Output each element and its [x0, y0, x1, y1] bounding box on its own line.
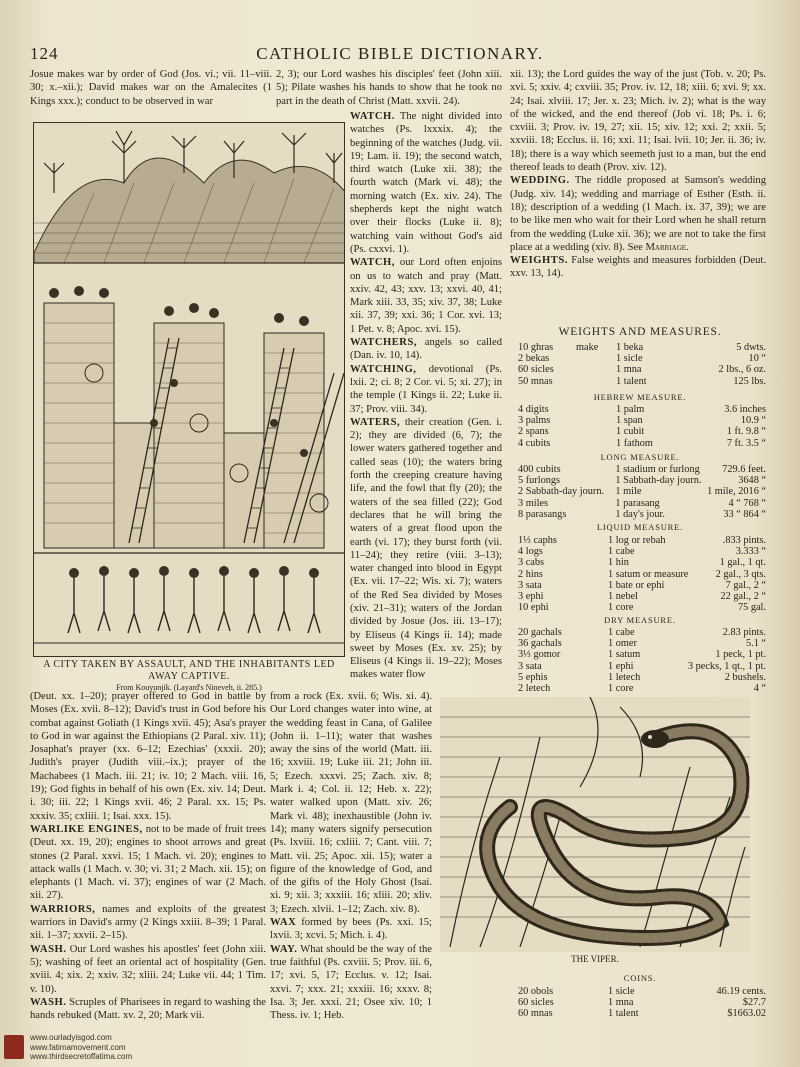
table-row — [518, 661, 766, 672]
table-cell: 2 bekas — [518, 353, 550, 365]
liquid-measure-table — [518, 535, 766, 613]
table-cell: 1 core — [608, 683, 634, 695]
table-cell: 7 gal., 2 “ — [725, 579, 766, 591]
table-cell: 3.6 inches — [724, 404, 766, 415]
table-cell: 1 sicle — [608, 986, 635, 997]
table-cell: 1 bate or ephi — [608, 579, 665, 591]
footer-link[interactable]: www.thirdsecretoffatima.com — [30, 1052, 133, 1061]
entry-war-cont: (Deut. xx. 1–20); prayer offered to God in battle by Moses (Ex. xvii. 8–12); David's trust in God before his combat against Goliath (1 Kings xvii. 45); Asa's prayer to God in war against the Ethiopians (2 Paral. xiv. 11); Josaphat's prayer (xx. 6–12; Ezechias' (xxxii. 20); Judith's prayer (Judith viii.–ix.); prayer of the Machabees (1 Mach. iii. 21; iv. 10; 2 Mach. viii. 16, 19); God fights in behalf of his own (Ex. xiv. 14; Deut. i. 30; iii. 22; 1 Kings xvii. 46; 2 Paral. xx. 15; Ps. xxxiv. 35; cxliii. 1; Isai. xxx. 15). — [30, 691, 266, 822]
table-row — [518, 997, 766, 1008]
entry-way-cont: xii. 13); the Lord guides the way of the just (Tob. v. 20; Ps. xvi. 5; xxiv. 4; cxviii. 35; Prov. iv. 12, 18; xiii. 6; xvi. 9; xx. 24; Isai. xlviii. 17; Jer. x. 23; Mich. iv. 2); what is the way of the wicked, and the end thereof (Job vi. 18; Ps. i. 6; cxviii. 3; Prov. iv. 19, 27; xii. 15; xiv. 12; xxi. 2; xxii. 5; xxviii. 18; Ecclus. ii. 16; xxi. 11; Isai. lvii. 10; Jer. ii. 36; iv. 18); there is a way which seemeth just to a man, but the end thereof leads to death (Prov. xiv. 12). — [510, 69, 766, 174]
table-row — [518, 580, 766, 591]
table-row — [518, 486, 766, 497]
table-cell: 4 “ 768 “ — [728, 497, 766, 509]
table-cell: 1 palm — [616, 404, 645, 415]
table-cell: 1 satum — [608, 649, 641, 661]
entry-watch-pray: WATCH, our Lord often enjoins on us to watch and pray (Matt. xxiv. 42, 43; xxv. 13; xxvi. 40, 41; Mark xiii. 33, 35; xiv. 37, 38; Luke xii. 37, 39; xxi. 36; 1 Cor. xvi. 13; 1 Pet. v. 8; Apoc. xvi. 15). — [350, 257, 502, 335]
table-cell: 33 “ 864 “ — [723, 508, 766, 520]
entry-wash: WASH. Our Lord washes his apostles' feet (John xiii. 5); washing of feet an oriental act of hospitality (Gen. xviii. 4; xix. 2; xxiv. 32; xliii. 24; Luke vii. 44; 1 Tim. v. 10). — [30, 943, 266, 995]
entry-waters: WATERS, their creation (Gen. i. 2); they are divided (6, 7); the lower waters gathered together and called seas (10); the waters bring forth the creeping creature having life, and the fowl that fly (20); the waters of the sea filled (22); God declares that he will bring the waters of a great flood upon the earth (vi. 17); they burst forth (vii. 11–24); they retire (viii. 3–13); water changed into blood in Egypt (Ex. vii. 17–22; Wis. xi. 7); waters of the Red Sea divided by Moses (xiv. 21–31); waters of the Jordan divided by Josue (Jos. iii. 13–17); by Eliseus (4 Kings ii. 14); made sweet by Moses (Ex. xv. 25); by Eliseus (4 Kings ii. 19–22); Moses makes water flow — [350, 416, 502, 681]
table-row — [518, 353, 766, 364]
table-cell: 8 parasangs — [518, 508, 567, 520]
table-row — [518, 415, 766, 426]
table-cell: 2 lbs., 6 oz. — [718, 364, 766, 376]
city-assault-engraving — [33, 122, 345, 657]
table-cell: 1 stadium or furlong — [615, 464, 700, 475]
table-cell: 1 letech — [608, 671, 641, 683]
entry-way: WAY. What should be the way of the true faithful (Ps. cxviii. 5; Prov. iii. 6, 17; xvi. 5, 17; Ecclus. v. 12; Isai. xxvi. 7; xxx. 21; xxxiii. 16; xxxv. 8; Isa. 3; Jer. xxxi. 21; Osee xiv. 10; 1 Thess. iv. 1; Heb. — [270, 943, 432, 1022]
table-cell: .833 pints. — [722, 535, 766, 546]
long-measure-title: LONG MEASURE. — [600, 452, 680, 462]
table-cell: 10 ephi — [518, 602, 549, 614]
table-cell: 3 ephi — [518, 591, 544, 603]
entry-weights: WEIGHTS. False weights and measures forbidden (Deut. xxv. 13, 14). — [510, 255, 766, 280]
table-cell: 10.9 “ — [740, 415, 766, 427]
table-cell: 1 day's jour. — [615, 508, 665, 520]
entry-text: Josue makes war by order of God (Jos. vi.; vii. 11–viii. 30; x.–xii.); David makes war on the Amalecites (1 Kings xxx.); conduct to be observed in war — [30, 69, 272, 107]
table-cell: 10 “ — [748, 353, 766, 365]
table-row — [518, 376, 766, 387]
table-cell: 1 log or rebah — [608, 535, 666, 546]
table-row — [518, 986, 766, 997]
table-cell — [576, 364, 616, 375]
table-cell: 1 peck, 1 pt. — [715, 649, 766, 661]
table-row — [518, 509, 766, 520]
table-cell: $1663.02 — [727, 1008, 766, 1020]
table-cell: 3 miles — [518, 497, 549, 509]
table-cell: 4 cubits — [518, 437, 551, 449]
table-row — [518, 683, 766, 694]
dry-measure-table — [518, 627, 766, 694]
left-column-top — [30, 68, 272, 108]
table-cell: 3 cabs — [518, 557, 545, 569]
table-row — [518, 342, 766, 353]
table-cell: 5 ephis — [518, 671, 548, 683]
table-cell: 4 “ — [753, 683, 766, 695]
viper-illustration — [440, 697, 750, 952]
dry-measure-title: DRY MEASURE. — [604, 615, 676, 625]
table-cell: 1 fathom — [616, 437, 653, 449]
table-cell: 1 talent — [608, 1008, 639, 1020]
table-cell: 125 lbs. — [733, 375, 766, 387]
table-cell: 3 sata — [518, 660, 542, 672]
entry-wash-2: WASH. Scruples of Pharisees in regard to washing the hands rebuked (Matt. xv. 2, 20; Mark vii. — [30, 996, 266, 1022]
liquid-measure-title: LIQUID MEASURE. — [596, 522, 684, 532]
table-cell: 36 gachals — [518, 638, 562, 650]
footer-link[interactable]: www.ourladyisgod.com — [30, 1033, 112, 1042]
table-cell: 2 gal., 3 qts. — [715, 568, 766, 580]
table-cell: 1 talent — [616, 375, 647, 387]
table-cell: 20 gachals — [518, 627, 562, 638]
table-row — [518, 546, 766, 557]
table-cell — [576, 376, 616, 387]
table-cell: 1 cabe — [608, 627, 635, 638]
table-cell — [576, 353, 616, 364]
table-cell: 3.333 “ — [735, 546, 766, 558]
table-cell: 3⅓ gomor — [518, 649, 561, 661]
table-cell: $27.7 — [742, 997, 766, 1009]
table-row — [518, 1008, 766, 1019]
caption-title: A CITY TAKEN BY ASSAULT, AND THE INHABITANTS LED AWAY CAPTIVE. — [43, 659, 335, 682]
page-header — [30, 44, 770, 66]
table-cell: 1 parasang — [615, 497, 660, 509]
table-cell: 1 core — [608, 602, 634, 614]
running-title: CATHOLIC BIBLE DICTIONARY. — [256, 44, 544, 63]
table-cell: 60 mnas — [518, 1008, 553, 1020]
table-cell: 729.6 feet. — [722, 464, 766, 475]
table-row — [518, 569, 766, 580]
viper-caption: THE VIPER. — [571, 954, 619, 964]
table-cell: 1 hin — [608, 557, 629, 569]
table-cell: 1 Sabbath-day journ. — [615, 475, 702, 487]
table-cell: 2 spans — [518, 426, 549, 438]
table-row — [518, 591, 766, 602]
table-cell: 1 cabe — [608, 546, 635, 558]
table-cell: 50 mnas — [518, 375, 553, 387]
viper-engraving — [440, 697, 750, 952]
table-row — [518, 438, 766, 449]
table-row — [518, 627, 766, 638]
table-cell: 5 furlongs — [518, 475, 561, 487]
hebrew-measure-table — [518, 404, 766, 449]
table-cell: 1 ephi — [608, 660, 634, 672]
table-row — [518, 638, 766, 649]
table-cell: 1 mile — [615, 486, 642, 498]
entry-wedding: WEDDING. The riddle proposed at Samson's wedding (Judg. xiv. 14); wedding and marriage of Esther (Esth. ii. 18); description of a wedding (1 Mach. ix. 37, 39); we are to be like men who wait for their Lord when he shall return from the wedding (Luke xii. 36); we are not to take the first place at a wedding (xiv. 8). See Marriage. — [510, 175, 766, 253]
table-cell: 4 logs — [518, 546, 543, 558]
entry-wax: WAX formed by bees (Ps. xxi. 15; lxvii. 3; xcvi. 5; Mich. i. 4). — [270, 917, 432, 942]
figure-caption — [33, 659, 345, 694]
table-cell: 1 satum or measure — [608, 568, 689, 580]
page-number: 124 — [30, 44, 59, 63]
coins-title: COINS. — [623, 973, 657, 983]
table-cell: 5 dwts. — [736, 342, 766, 353]
entry-text: 2, 3); our Lord washes his disciples' feet (John xiii. 5); Pilate washes his hands to show that he took no part in the death of Christ (Matt. xxvii. 24). — [276, 69, 502, 107]
table-cell: 3 pecks, 1 qt., 1 pt. — [687, 660, 766, 672]
right-column-top — [510, 68, 766, 281]
entry-warriors: WARRIORS, names and exploits of the greatest warriors in David's army (2 Kings xxiii. 8–39; 1 Paral. xii. 1–37; xxvii. 2–15). — [30, 903, 266, 942]
table-row — [518, 602, 766, 613]
table-cell: 1 omer — [608, 638, 637, 650]
table-row — [518, 464, 766, 475]
table-row — [518, 672, 766, 683]
table-cell: 60 sicles — [518, 997, 554, 1009]
table-cell: 1 beka — [616, 342, 644, 353]
weights-table — [518, 342, 766, 387]
table-cell: make — [576, 342, 599, 353]
long-measure-table — [518, 464, 766, 520]
left-column-bottom — [30, 690, 266, 1022]
table-row — [518, 475, 766, 486]
table-cell: 1 mna — [608, 997, 634, 1009]
table-cell: 2.83 pints. — [722, 627, 766, 638]
table-cell: 10 ghras — [518, 342, 554, 353]
coins-table — [518, 986, 766, 1020]
seal-icon — [4, 1035, 24, 1059]
table-cell: 5.1 “ — [745, 638, 766, 650]
table-cell: 7 ft. 3.5 “ — [726, 437, 766, 449]
engraving-illustration — [34, 123, 345, 657]
table-cell: 1 ft. 9.8 “ — [726, 426, 766, 438]
table-cell: 1 mna — [616, 364, 642, 376]
table-cell: 2 bushels. — [724, 671, 766, 683]
table-cell: 60 sicles — [518, 364, 554, 376]
table-cell: 1 gal., 1 qt. — [719, 557, 766, 569]
table-cell: 1 span — [616, 415, 643, 427]
table-cell: 1 sicle — [616, 353, 643, 365]
entry-waters-cont: from a rock (Ex. xvii. 6; Wis. xi. 4). Our Lord changes water into wine, at the wedding feast in Cana, of Galilee (John ii. 1–11); water that washes away the sins of the world (Matt. iii. 16; xxviii. 19; Luke iii. 21; John iii. 5; Ezech. xxxvi. 25; Zach. xiv. 8; Mark i. 4; Col. ii. 12; Heb. x. 22); water walked upon (Matt. xiv. 26; Mark vi. 48); inexhaustible (John iv. 14); many waters signify persecution (Ps. lxviii. 16; cxliii. 7; Cant. viii. 7; Matt. vii. 25; Apoc. xii. 15); water a figure of the knowledge of God, and of the gifts of the Holy Ghost (Isai. xi. 9; xii. 3; xxxiii. 16; xliii. 20; xliv. 3; Ezech. xlvii. 1–12; Zach. xiv. 8). — [270, 691, 432, 915]
table-row — [518, 404, 766, 415]
table-row — [518, 498, 766, 509]
table-row — [518, 426, 766, 437]
footer-link[interactable]: www.fatimamovement.com — [30, 1042, 126, 1052]
middle-column-entries — [350, 110, 502, 682]
table-row — [518, 535, 766, 546]
entry-watching: WATCHING, devotional (Ps. lxii. 2; ci. 8; 2 Cor. vi. 5; xi. 27); in the temple (1 Kings ii. 22; Luke ii. 37; Prov. viii. 34). — [350, 363, 502, 415]
table-cell: 3648 “ — [738, 475, 766, 487]
caption-source: From Kouyunjik. (Layard's Nineveh, ii. 285.) — [116, 683, 262, 692]
table-cell: 4 digits — [518, 404, 549, 415]
entry-watch: WATCH. The night divided into watches (Ps. lxxxix. 4); the beginning of the watches (Judg. vii. 19; Lam. ii. 19); the second watch, third watch (Luke xii. 38); the fourth watch (Mark vi. 48); the morning watch (Ex. xiv. 24). The shepherds kept the night watch over their flocks (Luke ii. 8); watching vain without God's aid (Ps. cxxvi. 1). — [350, 111, 502, 255]
table-cell: 2 letech — [518, 683, 551, 695]
table-cell: 1⅓ caphs — [518, 535, 557, 546]
table-cell: 1 mile, 2016 “ — [707, 486, 766, 498]
hebrew-measure-title: HEBREW MEASURE. — [593, 392, 687, 402]
table-row — [518, 364, 766, 375]
table-cell: 2 Sabbath-day journ. — [518, 486, 605, 498]
table-row — [518, 557, 766, 568]
entry-warlike-engines: WARLIKE ENGINES, not to be made of fruit trees (Deut. xx. 19, 20); engines to shoot arrows and great stones (2 Paral. xxvi. 15; 1 Mach. vi. 20); engines to attack walls (1 Mach. v. 30; vi. 31; 2 Mach. xii. 15); on elephants (1 Mach. vi. 37); engines of war (2 Mach. xii. 27). — [30, 823, 266, 902]
table-cell: 75 gal. — [737, 602, 766, 614]
table-cell: 22 gal., 2 “ — [720, 591, 766, 603]
weights-measures-title: WEIGHTS AND MEASURES. — [558, 326, 722, 338]
table-cell: 3 sata — [518, 579, 542, 591]
table-cell: 3 palms — [518, 415, 551, 427]
table-cell: 400 cubits — [518, 464, 561, 475]
table-cell: 46.19 cents. — [716, 986, 766, 997]
middle-column-bottom — [270, 690, 432, 1022]
middle-column-top — [276, 68, 502, 108]
table-row — [518, 649, 766, 660]
table-cell: 20 obols — [518, 986, 554, 997]
table-cell: 1 cubit — [616, 426, 645, 438]
footer-urls — [30, 1033, 132, 1062]
table-cell: 1 nebel — [608, 591, 639, 603]
table-cell: 2 hins — [518, 568, 543, 580]
entry-watchers: WATCHERS, angels so called (Dan. iv. 10, 14). — [350, 337, 502, 362]
